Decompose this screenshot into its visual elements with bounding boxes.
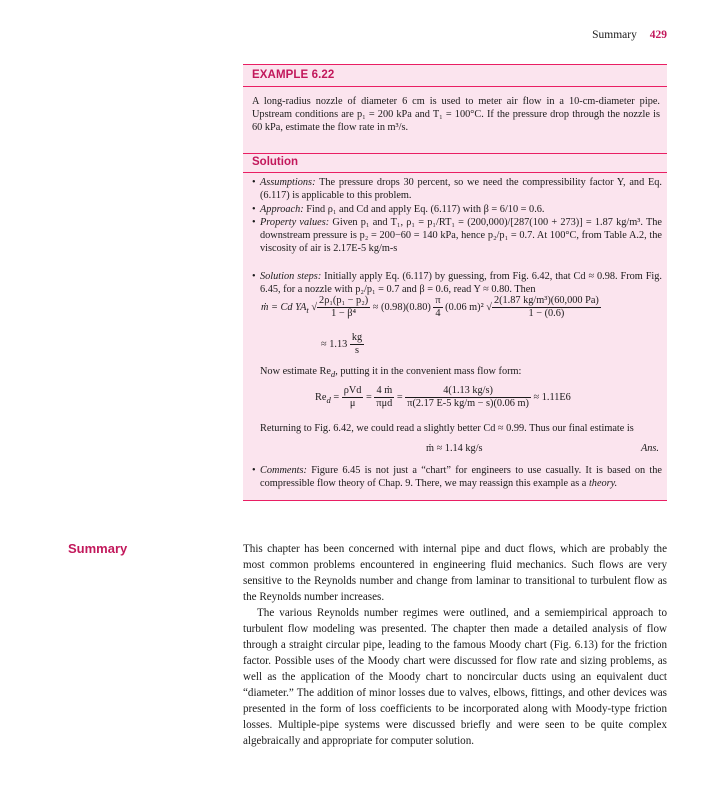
bullet-icon: •: [252, 271, 256, 282]
fraction: $\frac{4(1.13 kg/s)}{\pi(2.17 E-5 kg/m - s)(0.06 m)}$: [407, 385, 529, 409]
fraction: $\frac{\pi}{4}$: [435, 295, 441, 319]
equation-mass-flow: [261, 295, 601, 320]
bullet-label: Property values:: [260, 217, 330, 228]
summary-paragraph: This chapter has been concerned with internal pipe and duct flows, which are probably the most common problems encountered in engineering fluid mechanics. Such flows are very sensitive to the Reynolds number and change from laminar to transitional to turbulent flow as the Reynolds number increases.: [243, 543, 667, 603]
section-name: Summary: [592, 29, 637, 41]
equation-reynolds: $Re_d$ = $\frac{\text{ρVd}}{\mu}$ = $\frac{\text{4 ṁ}}{\text{πμd}}$ = $\frac{4(1.13 kg/s)}{\pi(2.17 E-5 kg/m - s)(0.06 m)}$ ≈ 1.11E6: [315, 385, 571, 409]
bullet-label: Solution steps:: [260, 271, 322, 282]
eq-result: ≈ 1.11E6: [533, 391, 571, 403]
fraction: $\frac{\text{2ρ₁(p₁ − p₂)}}{\text{1 − β⁴}}$: [319, 295, 369, 319]
bullet-icon: •: [252, 465, 256, 476]
bullet-icon: •: [252, 217, 256, 228]
bullet-solution-steps: [252, 270, 662, 296]
eq-diameter: (0.06 m)²: [445, 301, 484, 313]
bullet-assumptions: [252, 176, 662, 202]
sqrt-icon: √: [311, 302, 318, 313]
example-box: [243, 64, 667, 501]
solution-heading: Solution: [252, 156, 298, 168]
equation-result: [321, 332, 364, 357]
running-head: [592, 29, 667, 41]
bullet-approach: [252, 203, 662, 216]
page-number: 429: [649, 29, 667, 41]
example-title: EXAMPLE 6.22: [252, 69, 335, 81]
bullet-property-values: [252, 216, 662, 256]
eq-lhs: Re: [315, 391, 327, 403]
sqrt-icon: √: [486, 302, 492, 313]
reynolds-intro: Now estimate $Re_d$, putting it in the convenient mass flow form:: [260, 366, 522, 380]
divider: [243, 153, 667, 154]
bullet-text: Initially apply Eq. (6.117) by guessing, from Fig. 6.42, that Cd ≈ 0.98. From Fig. 6.45, for a nozzle with p₂/p₁ = 0.7 and β = 0.6, read Y ≈ 0.80. Then: [260, 271, 663, 296]
bullet-tail: theory.: [588, 478, 618, 490]
bullet-text: Given p₁ and T₁, ρ₁ = p₁/RT₁ = (200,000)/[287(100 + 273)] = 1.87 kg/m³. The downstream pressure is p₂ = 200−60 = 140 kPa, hence p₂/p₁ = 0.7. At 100°C, from Table A.2, the viscosity of air is 2.17E-5 kg/m-s: [260, 217, 662, 255]
eq-lhs: ṁ = Cd YA: [261, 301, 307, 313]
summary-paragraph: The various Reynolds number regimes were outlined, and a semiempirical approach to turbulent flow modeling was presented. The chapter then made a detailed analysis of flow through a straight circular pipe, leading to the famous Moody chart (Fig. 6.13) for the friction factor. Possible uses of the Moody chart were discussed for flow rate and sizing problems, as well as the application of the Moody chart to noncircular ducts using an equivalent duct “diameter.” The addition of minor losses due to valves, elbows, fittings, and other devices was presented in the form of loss coefficients to be incorporated along with Moody-type friction losses. Multiple-pipe systems were discussed briefly and were seen to be quite complex algebraically and appropriate for computer solution.: [243, 607, 667, 747]
bullet-text: Find ρ₁ and Cd and apply Eq. (6.117) with β = 6/10 = 0.6.: [306, 204, 545, 215]
bullet-icon: •: [252, 177, 256, 188]
fraction: $\frac{\text{ρVd}}{\mu}$: [343, 385, 362, 409]
bullet-text: The pressure drops 30 percent, so we need the compressibility factor Y, and Eq. (6.117) is applicable to this problem.: [260, 177, 662, 202]
eq-mid: ≈ (0.98)(0.80): [372, 301, 431, 313]
fraction: $\frac{kg}{s}$: [351, 332, 363, 356]
divider: [243, 172, 667, 173]
bullet-label: Approach:: [260, 204, 304, 215]
returning-text: Returning to Fig. 6.42, we could read a slightly better Cd ≈ 0.99. Thus our final estimate is: [260, 423, 634, 434]
bullet-label: Comments:: [260, 465, 307, 476]
bullet-comments: [252, 464, 662, 490]
problem-statement: A long-radius nozzle of diameter 6 cm is used to meter air flow in a 10-cm-diameter pipe. Upstream conditions are p₁ = 200 kPa and T₁ = 100°C. If the pressure drop through the nozzle is 60 kPa, estimate the flow rate in m³/s.: [252, 96, 660, 134]
summary-text: [243, 541, 667, 749]
fraction: $\frac{\text{4 ṁ}}{\text{πμd}}$: [376, 385, 393, 409]
answer-label: Ans.: [640, 443, 659, 454]
eq-subscript: t: [306, 304, 309, 315]
final-equation: ṁ ≈ 1.14 kg/s: [426, 443, 483, 454]
bullet-icon: •: [252, 204, 256, 215]
divider: [243, 86, 667, 87]
fraction: $\frac{\text{2(1.87 kg/m³)(60,000 Pa)}}{1 - (0.6)}$: [493, 295, 599, 319]
bullet-text: Figure 6.45 is not just a “chart” for engineers to use casually. It is based on the compressible flow theory of Chap. 9. There, we may reassign this example as a: [260, 465, 662, 490]
summary-label: Summary: [68, 541, 128, 556]
bullet-label: Assumptions:: [260, 177, 316, 188]
eq-approx: ≈ 1.13: [321, 338, 348, 350]
